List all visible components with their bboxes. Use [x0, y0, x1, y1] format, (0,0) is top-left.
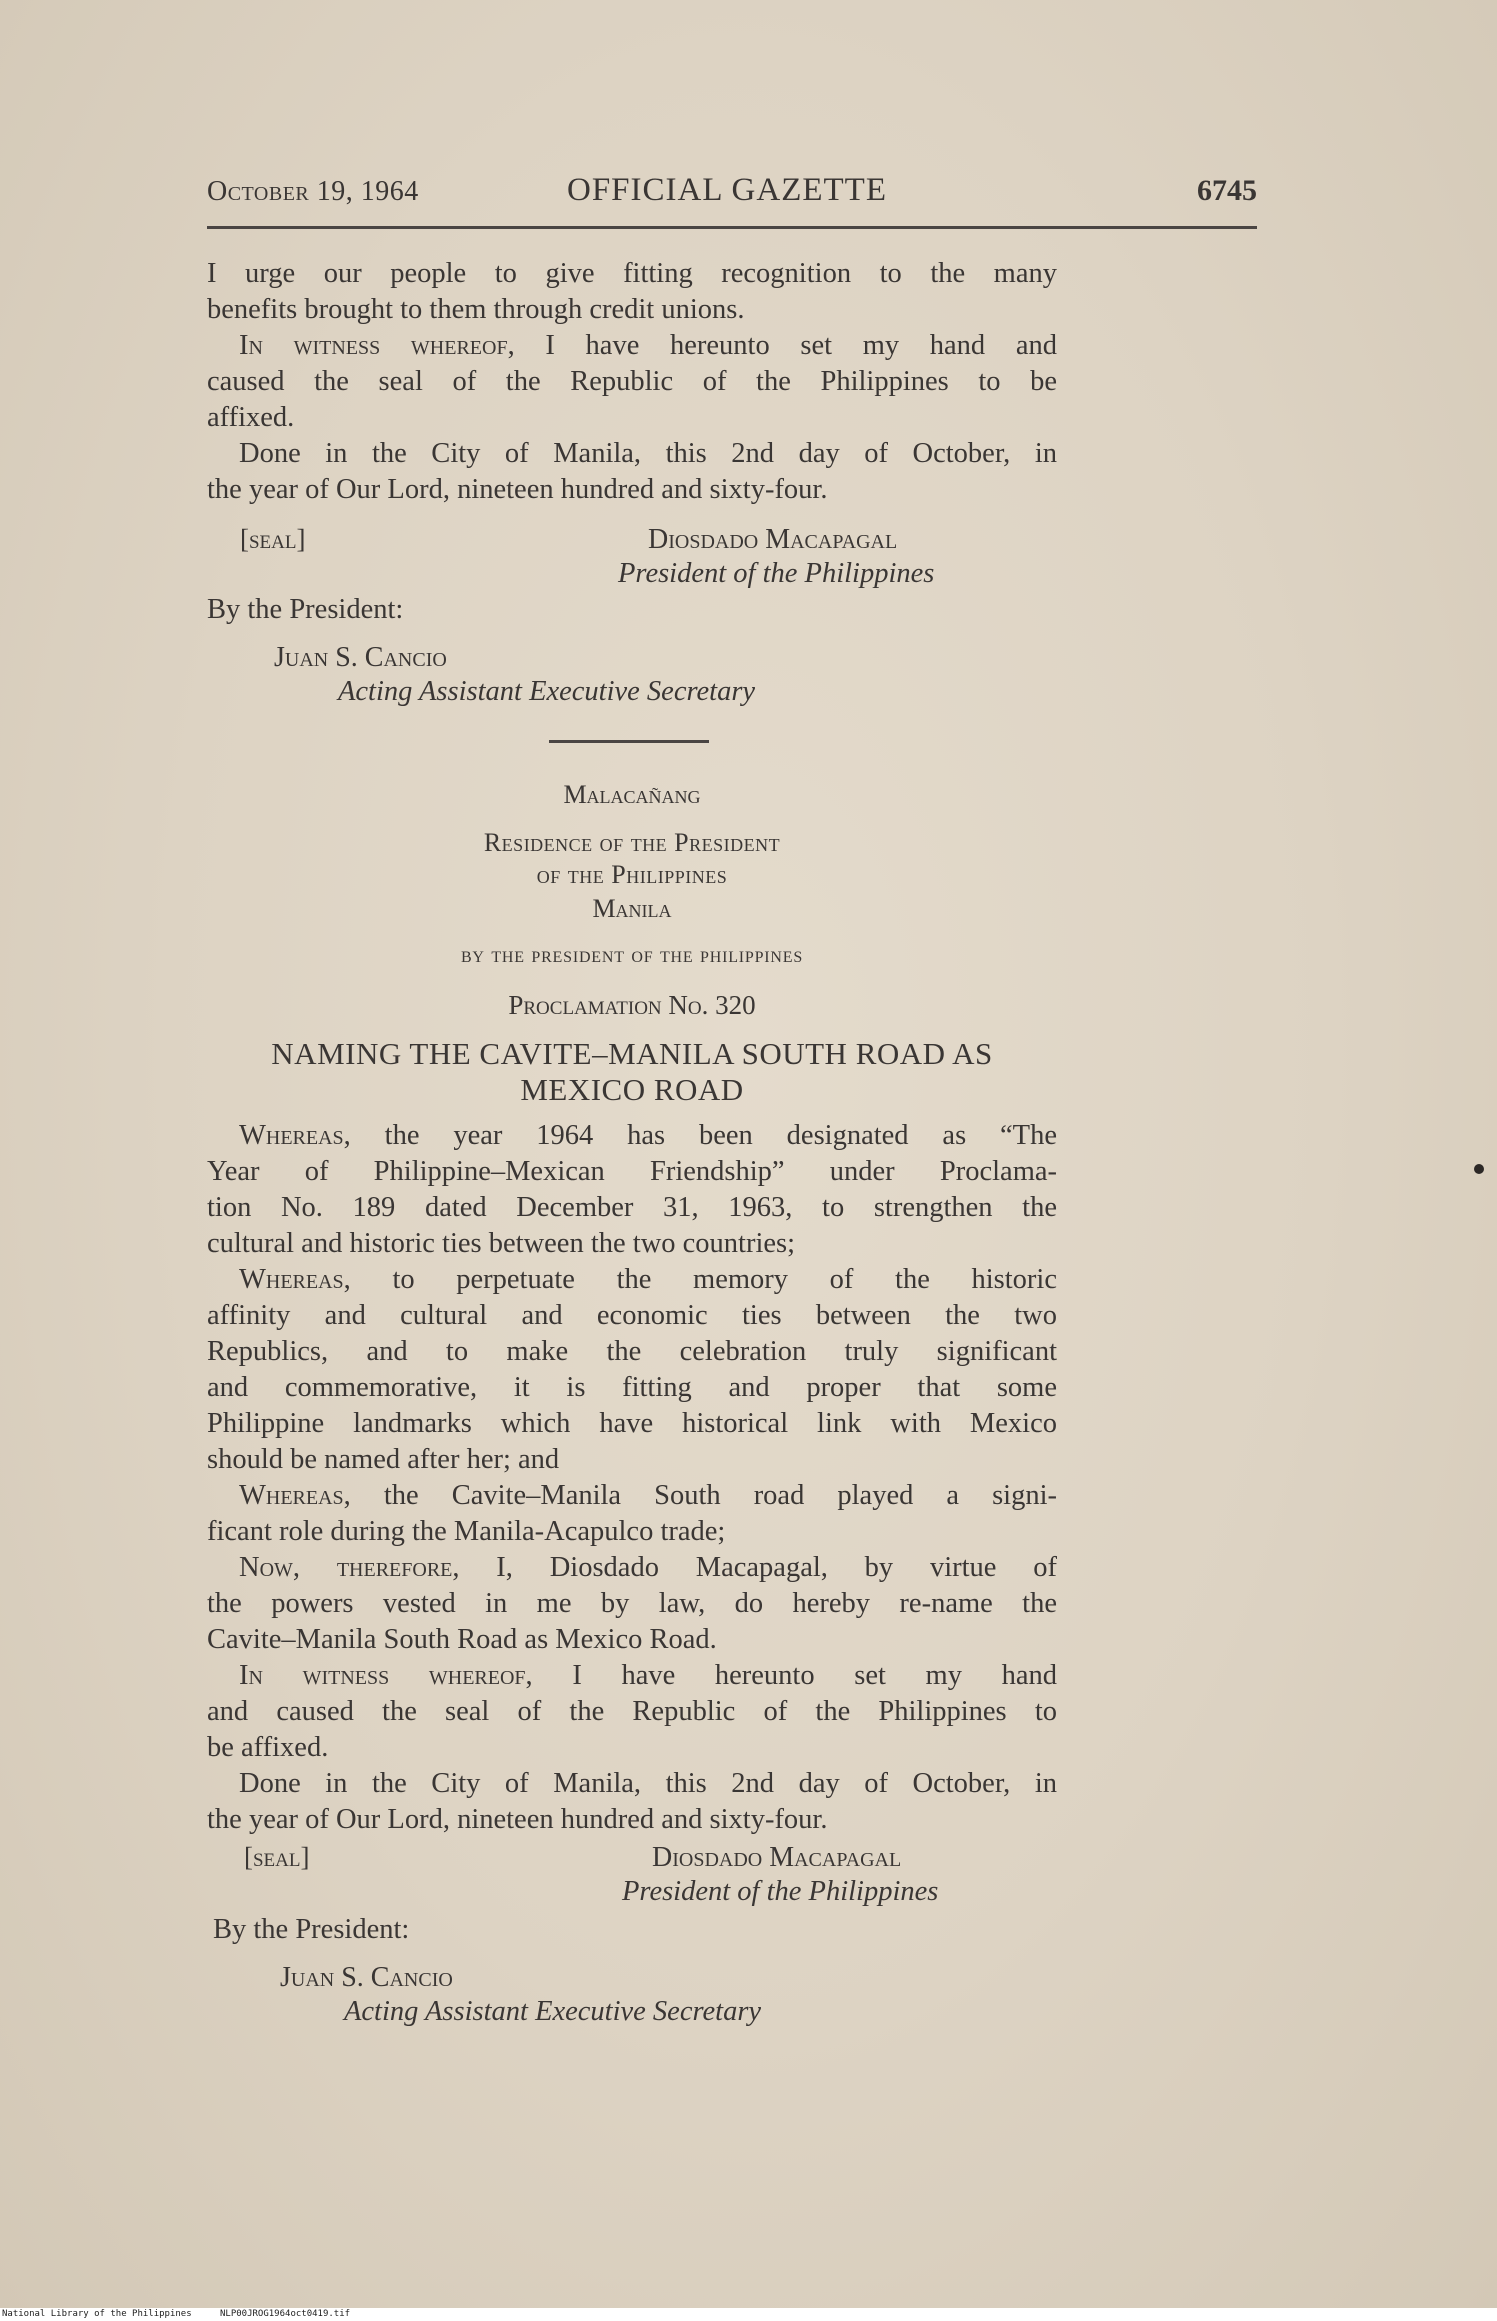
title-line: NAMING THE CAVITE–MANILA SOUTH ROAD AS	[271, 1036, 993, 1071]
seal-mark: [seal]	[240, 524, 306, 554]
text-line: the year of Our Lord, nineteen hundred and sixty-four.	[207, 474, 828, 505]
text-line	[207, 1118, 1057, 1154]
by-line: by the president of the philippines	[460, 942, 804, 967]
secretary-title: Acting Assistant Executive Secretary	[338, 676, 756, 707]
proclamation-title	[207, 1036, 1057, 1108]
by-the-president: By the President:	[207, 594, 404, 625]
witness-paragraph-2	[207, 1658, 1057, 1766]
by-the-president: By the President:	[213, 1914, 410, 1945]
now-therefore-paragraph	[207, 1550, 1057, 1658]
secretary-name: Juan S. Cancio	[280, 1962, 453, 1993]
ink-speck	[1474, 1164, 1484, 1174]
whereas-first-line: the Cavite–Manila South road played a signi-	[350, 1480, 1057, 1511]
whereas-first-line: to perpetuate the memory of the historic	[350, 1264, 1057, 1295]
text-line: affinity and cultural and economic ties between the two	[207, 1300, 1057, 1331]
text-line: Done in the City of Manila, this 2nd day of October, in	[239, 438, 1057, 469]
witness-first-line: I have hereunto set my hand	[532, 1660, 1057, 1691]
page-header	[207, 172, 1257, 216]
palace-name: Malacañang	[563, 780, 701, 809]
text-line: caused the seal of the Republic of the Philippines to be	[207, 366, 1057, 397]
page-number: 6745	[1197, 174, 1257, 207]
issue-date: October 19, 1964	[207, 176, 419, 207]
library-name: National Library of the Philippines	[2, 2309, 192, 2319]
residence-line-2: of the Philippines	[536, 860, 728, 889]
text-line: I urge our people to give fitting recognition to the many	[207, 258, 1057, 289]
text-line: Cavite–Manila South Road as Mexico Road.	[207, 1624, 717, 1655]
text-line: tion No. 189 dated December 31, 1963, to strengthen the	[207, 1192, 1057, 1223]
witness-paragraph-1	[207, 328, 1057, 436]
whereas-lead: Whereas,	[239, 1480, 351, 1511]
text-line: Republics, and to make the celebration truly significant	[207, 1336, 1057, 1367]
whereas-paragraph-2	[207, 1262, 1057, 1478]
residence-line-1: Residence of the President	[483, 828, 781, 857]
file-name: NLP00JROG1964oct0419.tif	[220, 2309, 351, 2319]
secretary-name: Juan S. Cancio	[274, 642, 447, 673]
president-name: Diosdado Macapagal	[648, 524, 898, 555]
header-rule	[207, 226, 1257, 229]
president-title: President of the Philippines	[618, 558, 935, 589]
section-separator	[549, 740, 709, 743]
text-line: benefits brought to them through credit unions.	[207, 294, 745, 325]
president-name: Diosdado Macapagal	[652, 1842, 902, 1873]
witness-lead: In witness whereof,	[239, 1660, 533, 1691]
whereas-paragraph-3	[207, 1478, 1057, 1550]
president-title: President of the Philippines	[622, 1876, 939, 1907]
secretary-title: Acting Assistant Executive Secretary	[344, 1996, 762, 2027]
text-line: ficant role during the Manila-Acapulco trade;	[207, 1516, 726, 1547]
text-line: Year of Philippine–Mexican Friendship” under Proclama-	[207, 1156, 1057, 1187]
text-line: the year of Our Lord, nineteen hundred and sixty-four.	[207, 1804, 828, 1835]
whereas-paragraph-1	[207, 1118, 1057, 1262]
text-line: should be named after her; and	[207, 1444, 560, 1475]
seal-mark: [seal]	[244, 1842, 310, 1872]
text-line: the powers vested in me by law, do hereby re-name the	[207, 1588, 1057, 1619]
whereas-lead: Whereas,	[239, 1264, 351, 1295]
text-line: and commemorative, it is fitting and proper that some	[207, 1372, 1057, 1403]
title-line: MEXICO ROAD	[520, 1072, 744, 1107]
text-line	[207, 1478, 1057, 1514]
whereas-lead: Whereas,	[239, 1120, 351, 1151]
publication-title: OFFICIAL GAZETTE	[567, 172, 887, 208]
text-line	[207, 1550, 1057, 1586]
text-line: and caused the seal of the Republic of the Philippines to	[207, 1696, 1057, 1727]
text-line	[207, 328, 1057, 364]
proclamation-number: Proclamation No. 320	[508, 990, 756, 1020]
witness-first-line: I have hereunto set my hand and	[514, 330, 1057, 361]
text-line	[207, 1262, 1057, 1298]
text-line	[207, 1658, 1057, 1694]
now-first-line: I, Diosdado Macapagal, by virtue of	[459, 1552, 1057, 1583]
text-line: cultural and historic ties between the two countries;	[207, 1228, 796, 1259]
done-paragraph-1	[207, 436, 1057, 508]
closing-paragraph	[207, 256, 1057, 328]
witness-lead: In witness whereof,	[239, 330, 515, 361]
scan-footer	[0, 2308, 1497, 2321]
text-line: affixed.	[207, 402, 295, 433]
done-paragraph-2	[207, 1766, 1057, 1838]
text-line: Done in the City of Manila, this 2nd day of October, in	[239, 1768, 1057, 1799]
whereas-first-line: the year 1964 has been designated as “The	[350, 1120, 1057, 1151]
city-name: Manila	[592, 894, 672, 923]
text-line: Philippine landmarks which have historical link with Mexico	[207, 1408, 1057, 1439]
now-therefore-lead: Now, therefore,	[239, 1552, 460, 1583]
text-line: be affixed.	[207, 1732, 329, 1763]
